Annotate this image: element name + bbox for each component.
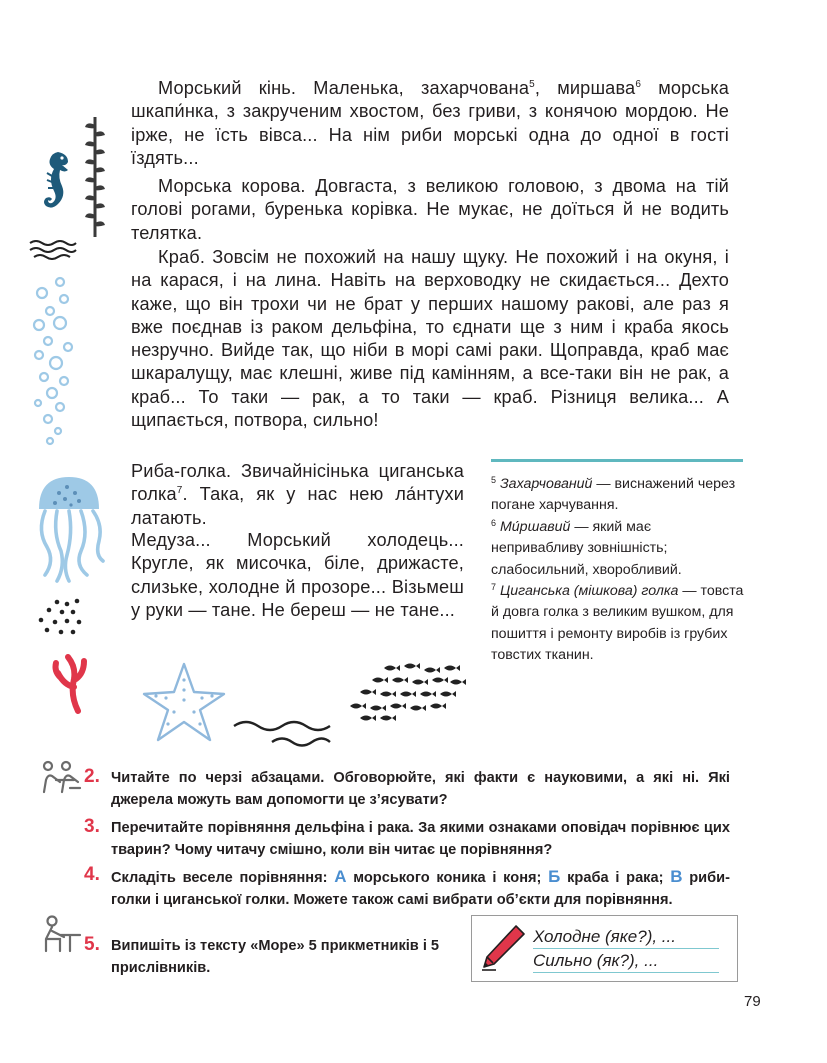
paragraph-seahorse: Морський кінь. Маленька, захарчована$^5$, миршава$^6$ морська шкапи́нка, з закрученим хвостом, без гриви, з конячою мордою. Не ірже, не їсть вівса... На нім риби морські одна до одної в гості їздять... bbox=[131, 78, 730, 168]
fish-school-icon bbox=[346, 660, 470, 724]
task-text: Перечитайте порівняння дельфіна і рака. За якими ознаками оповідач порівнює цих тварин? Чому читачу смішно, коли він читає це порівняння? bbox=[111, 820, 730, 858]
seaweed-icon bbox=[83, 115, 107, 240]
footnote-7: $^7$ Циганська (мішкова) голка — товста й довга голка з великим вушком, для пошиття і ремонту виробів із грубих товстих тканин. bbox=[491, 582, 744, 664]
paragraph-sea-cow: Морська корова. Довгаста, з великою головою, з двома на тій голові рогами, буренька корівка. Не мукає, не доїться й не водить телятка. bbox=[131, 176, 729, 243]
footnote-5: $^5$ Захарчований — виснажений через погане харчування. bbox=[491, 475, 736, 514]
task-number: 2. bbox=[84, 766, 100, 787]
task-text: Читайте по черзі абзацами. Обговорюйте, які факти є науковими, а які ні. Які джерела можуть вам допомогти це з’ясувати? bbox=[111, 770, 730, 808]
task-number: 3. bbox=[84, 816, 100, 837]
footnotes bbox=[491, 474, 747, 667]
page-number: 79 bbox=[744, 993, 761, 1010]
task-5 bbox=[84, 936, 464, 979]
task-text: Випишіть із тексту «Море» 5 прикметників і 5 прислівників. bbox=[111, 938, 440, 976]
pencil-icon bbox=[478, 922, 528, 972]
task-number: 5. bbox=[84, 934, 100, 955]
jellyfish-icon bbox=[33, 473, 105, 588]
pair-work-icon bbox=[40, 760, 82, 796]
coral-icon bbox=[50, 647, 90, 715]
paragraph-jellyfish: Медуза... Морський холодець... Кругле, як мисочка, біле, дрижасте, слизьке, холодне й прозоре... Візьмеш у руки — тане. Не береш — не тане... bbox=[131, 530, 464, 620]
paragraph-crab: Краб. Зовсім не похожий на нашу щуку. Не похожий і на окуня, і на карася, і на лина. Навіть на верховодку не скидається... Дехто каже, що він трохи чи не брат у перших нашому ракові, але раз я вже поєднав із раком дельфіна, то єднати ще з ним і краба якось незручно. Вийде так, що ніби в морі самі раки. Щоправда, краб має шкаралущу, має клешні, живе під камінням, а все-таки він не рак, а краб... То таки — рак, а то таки — краб. Різниця велика... А щипається, потвора, сильно! bbox=[131, 247, 729, 431]
task-2 bbox=[84, 768, 730, 811]
footnote-6: $^6$ Ми́ршавий — який має непривабливу зовнішність; слабосильний, хворобливий. bbox=[491, 517, 682, 578]
dots-icon bbox=[37, 598, 87, 638]
starfish-icon bbox=[140, 660, 228, 744]
waves-icon bbox=[232, 712, 332, 752]
seahorse-icon bbox=[36, 148, 74, 214]
writing-desk-icon bbox=[40, 915, 82, 953]
task-number: 4. bbox=[84, 864, 100, 885]
waves-icon bbox=[28, 238, 78, 260]
bubbles-icon bbox=[30, 275, 80, 450]
task-4 bbox=[84, 866, 730, 911]
paragraph-needlefish: Риба-голка. Звичайнісінька циганська голка$^7$. Така, як у нас нею ла́нтухи латають. bbox=[131, 461, 464, 528]
example-line-1: Холодне (яке?), ... bbox=[533, 927, 719, 949]
footnote-divider bbox=[491, 459, 743, 462]
task-text: Складіть веселе порівняння: А морського коника і коня; Б краба і рака; В риби-голки і циганської голки. Можете також самі вибрати об’єкти для порівняння. bbox=[111, 867, 730, 908]
example-line-2: Сильно (як?), ... bbox=[533, 951, 719, 973]
task-3 bbox=[84, 818, 730, 861]
